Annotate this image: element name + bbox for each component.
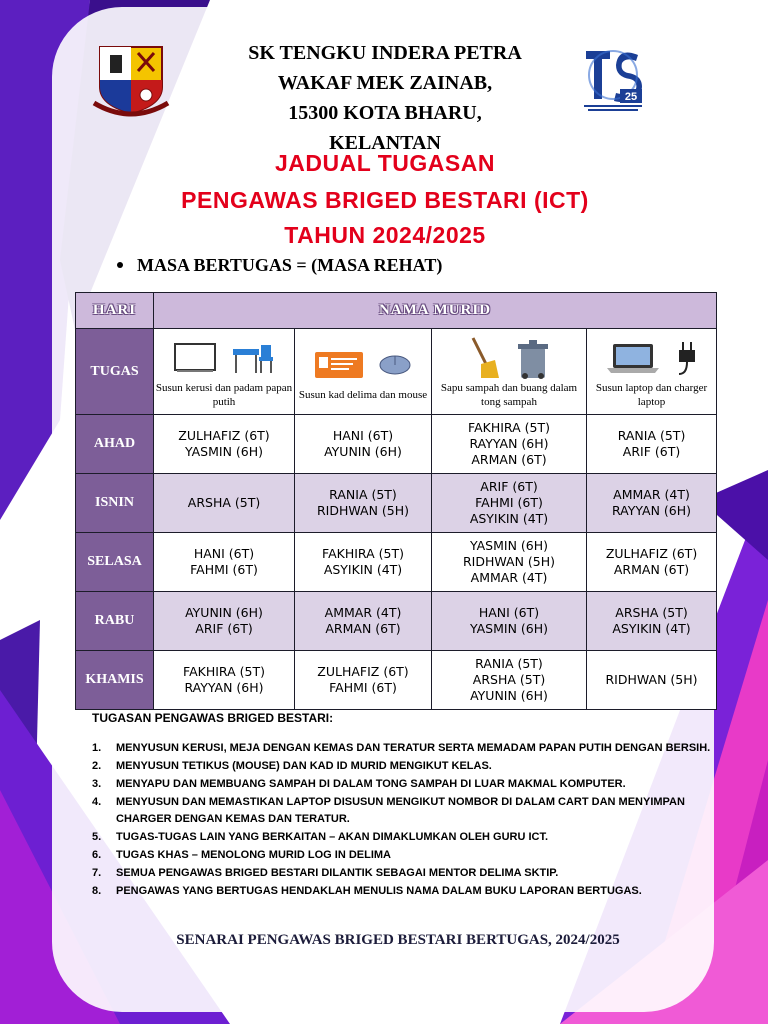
school-state-line: KELANTAN [329,132,441,154]
title-line-2: PENGAWAS BRIGED BESTARI (ICT) [181,187,589,213]
task-caption: Susun kerusi dan padam papan putih [155,381,293,408]
student-name: AYUNIN (6H) [470,688,548,703]
duty-time-text: MASA BERTUGAS = (MASA REHAT) [137,255,443,275]
whiteboard-icon [173,342,217,374]
rule-number: 4. [92,796,102,808]
names-cell [432,415,587,474]
rule-text: MENYUSUN DAN MEMASTIKAN LAPTOP DISUSUN MENGIKUT NOMBOR DI DALAM CART DAN MENYIMPAN CHARGER DENGAN KEMAS DAN TERATUR. [116,796,685,825]
names-cell [295,651,432,710]
names-cell [587,415,717,474]
student-name: RANIA (5T) [475,656,543,671]
names-cell [154,533,295,592]
rule-item [92,794,712,827]
names-cell [587,474,717,533]
student-name: AYUNIN (6H) [185,605,263,620]
rule-text: TUGAS KHAS – MENOLONG MURID LOG IN DELIMA [116,848,391,861]
school-address-line: WAKAF MEK ZAINAB, [277,72,493,94]
ts25-logo [580,43,646,115]
trash-bin-icon [515,336,551,380]
student-name: FAKHIRA (5T) [322,546,404,561]
student-name: ASYIKIN (4T) [612,621,691,636]
task-cell [154,329,295,415]
day-khamis: KHAMIS [76,651,154,710]
student-name: ARSHA (5T) [615,605,688,620]
rule-number: 2. [92,760,102,772]
student-name: RAYYAN (6H) [611,503,692,518]
rule-number: 3. [92,778,102,790]
day-rabu: RABU [76,592,154,651]
student-name: ARMAN (6T) [613,562,690,577]
rule-number: 7. [92,866,102,879]
rule-text: MENYUSUN TETIKUS (MOUSE) DAN KAD ID MURID MENGIKUT KELAS. [116,760,492,772]
student-name: ARIF (6T) [622,444,681,459]
rule-text: TUGAS-TUGAS LAIN YANG BERKAITAN – AKAN DIMAKLUMKAN OLEH GURU ICT. [116,830,549,843]
student-name: YASMIN (6H) [469,621,549,636]
student-name: HANI (6T) [332,428,394,443]
logo-number-text: 25 [624,91,638,103]
student-name: ARSHA (5T) [187,495,261,510]
header-nama-murid: NAMA MURID [154,293,717,329]
student-name: AMMAR (4T) [324,605,402,620]
names-cell [295,533,432,592]
student-name: RANIA (5T) [329,487,397,502]
student-name: ARSHA (5T) [472,672,546,687]
rule-item [92,883,712,900]
school-postcode-line: 15300 KOTA BHARU, [288,102,482,124]
day-selasa: SELASA [76,533,154,592]
rule-number: 1. [92,742,102,754]
rule-number: 8. [92,884,102,897]
student-name: ARIF (6T) [195,621,253,636]
laptop-icon [605,342,661,374]
footer-title: SENARAI PENGAWAS BRIGED BESTARI BERTUGAS, 2024/2025 [176,932,620,948]
student-name: AMMAR (4T) [613,487,690,502]
names-cell [154,651,295,710]
charger-icon [675,340,699,376]
rule-number: 5. [92,830,102,843]
rule-item [92,865,712,882]
day-isnin: ISNIN [76,474,154,533]
student-name: AYUNIN (6H) [324,444,402,459]
student-name: RAYYAN (6H) [469,436,549,451]
names-cell [154,415,295,474]
student-name: ASYIKIN (4T) [323,562,403,577]
names-cell [295,592,432,651]
rules-title: TUGASAN PENGAWAS BRIGED BESTARI: [92,711,334,725]
task-cell [587,329,717,415]
student-name: RIDHWAN (5H) [462,554,556,569]
student-name: AMMAR (4T) [470,570,548,585]
student-name: ZULHAFIZ (6T) [178,428,270,443]
rule-text: PENGAWAS YANG BERTUGAS HENDAKLAH MENULIS NAMA DALAM BUKU LAPORAN BERTUGAS. [116,884,642,897]
school-name: SK TENGKU INDERA PETRA [248,42,522,64]
rule-text: MENYAPU DAN MEMBUANG SAMPAH DI DALAM TONG SAMPAH DI LUAR MAKMAL KOMPUTER. [116,778,626,790]
mouse-icon [378,353,412,377]
rules-list [92,740,712,901]
names-cell [432,474,587,533]
task-cell [432,329,587,415]
student-name: YASMIN (6H) [469,538,549,553]
student-name: FAHMI (6T) [190,562,258,577]
rule-text: SEMUA PENGAWAS BRIGED BESTARI DILANTIK SEBAGAI MENTOR DELIMA SKTIP. [116,866,559,879]
school-address [190,38,580,158]
names-cell [587,533,717,592]
names-cell [154,474,295,533]
names-cell [154,592,295,651]
rule-item [92,847,712,864]
student-name: FAHMI (6T) [329,680,397,695]
header-hari: HARI [76,293,154,329]
student-name: FAKHIRA (5T) [183,664,265,679]
bullet-icon [117,262,123,268]
student-name: ASYIKIN (4T) [469,511,549,526]
student-name: ARMAN (6T) [325,621,401,636]
rule-item [92,758,712,775]
student-name: FAHMI (6T) [475,495,543,510]
student-name: RIDHWAN (5H) [605,672,698,687]
title-line-1: JADUAL TUGASAN [275,150,495,176]
names-cell [295,415,432,474]
task-caption: Sapu sampah dan buang dalam tong sampah [440,381,578,408]
names-cell [587,651,717,710]
rule-text: MENYUSUN KERUSI, MEJA DENGAN KEMAS DAN TERATUR SERTA MEMADAM PAPAN PUTIH DENGAN BERSIH. [116,742,711,754]
rule-item [92,829,712,846]
duty-schedule-table [75,292,717,710]
rule-number: 6. [92,848,102,861]
task-cell [295,329,432,415]
student-name: RIDHWAN (5H) [316,503,410,518]
names-cell [432,651,587,710]
student-name: FAKHIRA (5T) [468,420,550,435]
student-name: ZULHAFIZ (6T) [317,664,409,679]
rule-item [92,740,712,757]
names-cell [432,592,587,651]
rule-item [92,776,712,793]
title-line-3: TAHUN 2024/2025 [284,222,486,248]
student-name: ARIF (6T) [480,479,538,494]
student-name: ZULHAFIZ (6T) [605,546,698,561]
task-caption: Susun kad delima dan mouse [298,388,428,401]
student-name: HANI (6T) [193,546,255,561]
names-cell [587,592,717,651]
desk-chair-icon [231,341,275,375]
student-name: ARMAN (6T) [471,452,547,467]
task-caption: Susun laptop dan charger laptop [595,381,708,408]
delima-card-icon [314,351,364,379]
student-name: YASMIN (6H) [184,444,264,459]
duty-time-note [117,255,442,276]
student-name: RANIA (5T) [617,428,686,443]
school-crest-logo [92,43,170,118]
student-name: RAYYAN (6H) [184,680,264,695]
names-cell [295,474,432,533]
names-cell [432,533,587,592]
day-ahad: AHAD [76,415,154,474]
student-name: HANI (6T) [478,605,540,620]
tugas-label: TUGAS [76,329,154,415]
broom-icon [467,336,501,380]
